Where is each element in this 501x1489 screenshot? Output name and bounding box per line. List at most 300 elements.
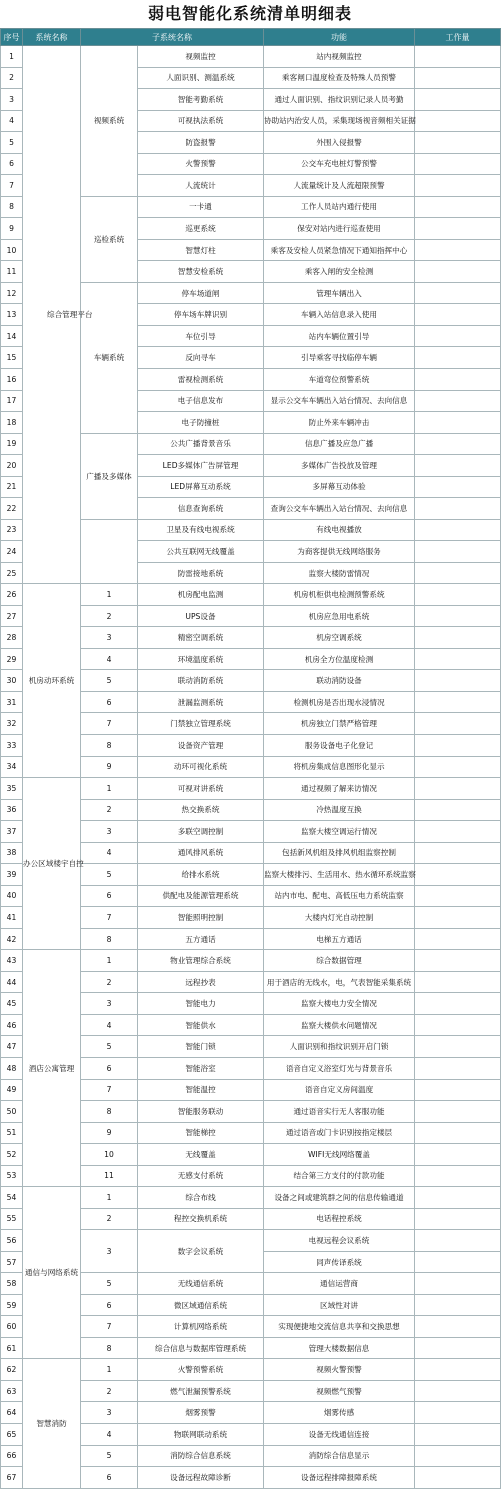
system-name-vertical: 综合管理平台 — [47, 309, 93, 319]
subsystem-cell: 泄漏监测系统 — [138, 691, 264, 713]
row-seq: 49 — [1, 1079, 23, 1101]
row-seq: 41 — [1, 907, 23, 929]
function-cell: 多媒体广告投放及管理 — [264, 455, 415, 477]
sub-index-cell: 1 — [81, 1359, 138, 1381]
workload-cell — [415, 110, 501, 132]
subsystem-cell: LED屏幕互动系统 — [138, 476, 264, 498]
workload-cell — [415, 821, 501, 843]
subsystem-cell: 给排水系统 — [138, 864, 264, 886]
header-function: 功能 — [264, 29, 415, 46]
subsystem-cell: 通风排风系统 — [138, 842, 264, 864]
sub-index-cell: 11 — [81, 1165, 138, 1187]
function-cell: 机房应急用电系统 — [264, 605, 415, 627]
row-seq: 62 — [1, 1359, 23, 1381]
sub-index-cell: 1 — [81, 778, 138, 800]
workload-cell — [415, 907, 501, 929]
subsystem-cell: 智能考勤系统 — [138, 89, 264, 111]
sub-index-cell: 3 — [81, 993, 138, 1015]
workload-cell — [415, 1316, 501, 1338]
sub-index-cell: 7 — [81, 1079, 138, 1101]
function-cell: 将机房集成信息图形化显示 — [264, 756, 415, 778]
row-seq: 25 — [1, 562, 23, 584]
workload-cell — [415, 390, 501, 412]
workload-cell — [415, 67, 501, 89]
function-cell: 监察大楼排污、生活用水、热水循环系统监察 — [264, 864, 415, 886]
function-cell: 监察大楼电力安全情况 — [264, 993, 415, 1015]
row-seq: 12 — [1, 282, 23, 304]
function-cell: 设备远程排障报障系统 — [264, 1467, 415, 1489]
function-cell: 通信运营商 — [264, 1273, 415, 1295]
subsystem-cell: 卫星及有线电视系统 — [138, 519, 264, 541]
workload-cell — [415, 282, 501, 304]
function-cell: 通过视频了解来访情况 — [264, 778, 415, 800]
row-seq: 57 — [1, 1251, 23, 1273]
subsystem-cell: 智能照明控制 — [138, 907, 264, 929]
row-seq: 2 — [1, 67, 23, 89]
function-cell: 区域性对讲 — [264, 1294, 415, 1316]
workload-cell — [415, 1101, 501, 1123]
sub-index-cell: 8 — [81, 928, 138, 950]
sub-index-cell: 3 — [81, 1230, 138, 1273]
workload-cell — [415, 132, 501, 154]
row-seq: 35 — [1, 778, 23, 800]
function-cell: 为商客提供无线网络服务 — [264, 541, 415, 563]
workload-cell — [415, 1079, 501, 1101]
workload-cell — [415, 433, 501, 455]
function-cell: 设备之间或建筑群之间的信息传输通道 — [264, 1187, 415, 1209]
workload-cell — [415, 304, 501, 326]
subsystem-cell: 门禁独立管理系统 — [138, 713, 264, 735]
subsystem-cell: 公共广播背景音乐 — [138, 433, 264, 455]
row-seq: 44 — [1, 971, 23, 993]
workload-cell — [415, 950, 501, 972]
sub-index-cell: 3 — [81, 627, 138, 649]
function-cell: 管理车辆出入 — [264, 282, 415, 304]
subsystem-cell: 防盗报警 — [138, 132, 264, 154]
function-cell: 管理大楼数据信息 — [264, 1337, 415, 1359]
table-row — [1, 778, 501, 800]
workload-cell — [415, 584, 501, 606]
table-row — [1, 46, 501, 68]
workload-cell — [415, 1424, 501, 1446]
sub-index-cell: 1 — [81, 1187, 138, 1209]
workload-cell — [415, 842, 501, 864]
table-row — [1, 950, 501, 972]
row-seq: 50 — [1, 1101, 23, 1123]
subsystem-cell: 多联空调控制 — [138, 821, 264, 843]
function-cell: 乘客闸口温度检查及特殊人员预警 — [264, 67, 415, 89]
subsystem-cell: 设备远程故障诊断 — [138, 1467, 264, 1489]
subsystem-cell: 电子信息发布 — [138, 390, 264, 412]
row-seq: 16 — [1, 368, 23, 390]
subsystem-cell: 可视执法系统 — [138, 110, 264, 132]
subgroup-name-cell: 车辆系统 — [81, 282, 138, 433]
sub-index-cell: 5 — [81, 1273, 138, 1295]
row-seq: 22 — [1, 498, 23, 520]
subgroup-name-cell — [81, 519, 138, 584]
workload-cell — [415, 196, 501, 218]
sub-index-cell: 9 — [81, 756, 138, 778]
function-cell: 包括新风机组及排风机组监察控制 — [264, 842, 415, 864]
sub-index-cell: 8 — [81, 735, 138, 757]
sub-index-cell: 6 — [81, 691, 138, 713]
subsystem-cell: 公共互联网无线覆盖 — [138, 541, 264, 563]
function-cell: 联动消防设备 — [264, 670, 415, 692]
subsystem-cell: 智能门锁 — [138, 1036, 264, 1058]
sub-index-cell: 8 — [81, 1337, 138, 1359]
subsystem-cell: 综合信息与数据库管理系统 — [138, 1337, 264, 1359]
sub-index-cell: 7 — [81, 713, 138, 735]
workload-cell — [415, 1208, 501, 1230]
sub-index-cell: 6 — [81, 1057, 138, 1079]
function-cell: 监察大楼空调运行情况 — [264, 821, 415, 843]
subsystem-cell: 智能服务联动 — [138, 1101, 264, 1123]
function-cell: 语音自定义浴室灯光与背景音乐 — [264, 1057, 415, 1079]
row-seq: 19 — [1, 433, 23, 455]
function-cell: 机房全方位温度检测 — [264, 648, 415, 670]
subsystem-cell: 精密空调系统 — [138, 627, 264, 649]
row-seq: 59 — [1, 1294, 23, 1316]
subsystem-cell: 数字会议系统 — [138, 1230, 264, 1273]
function-cell: 实现便捷地交流信息共享和交换思想 — [264, 1316, 415, 1338]
subsystem-cell: 动环可视化系统 — [138, 756, 264, 778]
subsystem-cell: 联动消防系统 — [138, 670, 264, 692]
subsystem-cell: 停车场车牌识别 — [138, 304, 264, 326]
row-seq: 23 — [1, 519, 23, 541]
workload-cell — [415, 1467, 501, 1489]
row-seq: 29 — [1, 648, 23, 670]
header-subsystem: 子系统名称 — [81, 29, 264, 46]
workload-cell — [415, 691, 501, 713]
sub-index-cell: 6 — [81, 1294, 138, 1316]
row-seq: 52 — [1, 1144, 23, 1166]
row-seq: 40 — [1, 885, 23, 907]
row-seq: 21 — [1, 476, 23, 498]
header-system: 系统名称 — [23, 29, 81, 46]
subsystem-cell: 电子防撞桩 — [138, 412, 264, 434]
header-seq: 序号 — [1, 29, 23, 46]
workload-cell — [415, 1144, 501, 1166]
workload-cell — [415, 713, 501, 735]
workload-cell — [415, 1359, 501, 1381]
workload-cell — [415, 455, 501, 477]
function-cell: 信息广播及应急广播 — [264, 433, 415, 455]
function-cell: 综合数据管理 — [264, 950, 415, 972]
row-seq: 24 — [1, 541, 23, 563]
sub-index-cell: 1 — [81, 584, 138, 606]
row-seq: 60 — [1, 1316, 23, 1338]
row-seq: 32 — [1, 713, 23, 735]
subsystem-cell: 消防综合信息系统 — [138, 1445, 264, 1467]
row-seq: 17 — [1, 390, 23, 412]
function-cell: 机房独立门禁严格管理 — [264, 713, 415, 735]
row-seq: 26 — [1, 584, 23, 606]
workload-cell — [415, 605, 501, 627]
workload-cell — [415, 153, 501, 175]
subsystem-cell: 供配电及能源管理系统 — [138, 885, 264, 907]
subsystem-cell: 热交换系统 — [138, 799, 264, 821]
subsystem-cell: 设备资产管理 — [138, 735, 264, 757]
subsystem-cell: 五方通话 — [138, 928, 264, 950]
workload-cell — [415, 46, 501, 68]
function-cell: 车辆入站信息录入使用 — [264, 304, 415, 326]
function-cell: 有线电视播放 — [264, 519, 415, 541]
row-seq: 14 — [1, 325, 23, 347]
row-seq: 10 — [1, 239, 23, 261]
subsystem-cell: 智慧灯柱 — [138, 239, 264, 261]
function-cell: 同声传译系统 — [264, 1251, 415, 1273]
sub-index-cell: 9 — [81, 1122, 138, 1144]
workload-cell — [415, 368, 501, 390]
workload-cell — [415, 347, 501, 369]
row-seq: 67 — [1, 1467, 23, 1489]
subsystem-cell: 程控交换机系统 — [138, 1208, 264, 1230]
row-seq: 37 — [1, 821, 23, 843]
workload-cell — [415, 239, 501, 261]
workload-cell — [415, 993, 501, 1015]
row-seq: 1 — [1, 46, 23, 68]
sub-index-cell: 4 — [81, 1014, 138, 1036]
row-seq: 46 — [1, 1014, 23, 1036]
table-row — [1, 1359, 501, 1381]
function-cell: 视频火警预警 — [264, 1359, 415, 1381]
row-seq: 56 — [1, 1230, 23, 1252]
header-row — [1, 29, 501, 46]
row-seq: 45 — [1, 993, 23, 1015]
function-cell: 烟雾传感 — [264, 1402, 415, 1424]
workload-cell — [415, 648, 501, 670]
row-seq: 3 — [1, 89, 23, 111]
function-cell: 冷热温度互换 — [264, 799, 415, 821]
workload-cell — [415, 1402, 501, 1424]
function-cell: 引导乘客寻找临停车辆 — [264, 347, 415, 369]
function-cell: 查询公交车车辆出入站台情况、去向信息 — [264, 498, 415, 520]
function-cell: 用于酒店的无线水，电，气表智能采集系统 — [264, 971, 415, 993]
sheet-title: 弱电智能化系统清单明细表 — [147, 4, 352, 23]
sub-index-cell: 3 — [81, 821, 138, 843]
subsystem-cell: 智能浴室 — [138, 1057, 264, 1079]
workload-cell — [415, 778, 501, 800]
subsystem-cell: 物联网联动系统 — [138, 1424, 264, 1446]
workload-cell — [415, 971, 501, 993]
subsystem-cell: 无线覆盖 — [138, 1144, 264, 1166]
row-seq: 6 — [1, 153, 23, 175]
sub-index-cell: 6 — [81, 885, 138, 907]
header-workload: 工作量 — [415, 29, 501, 46]
row-seq: 8 — [1, 196, 23, 218]
sub-index-cell: 4 — [81, 842, 138, 864]
workload-cell — [415, 175, 501, 197]
row-seq: 15 — [1, 347, 23, 369]
workload-cell — [415, 1445, 501, 1467]
row-seq: 42 — [1, 928, 23, 950]
function-cell: 显示公交车车辆出入站台情况、去向信息 — [264, 390, 415, 412]
sub-index-cell: 10 — [81, 1144, 138, 1166]
row-seq: 20 — [1, 455, 23, 477]
subsystem-cell: 信息查询系统 — [138, 498, 264, 520]
row-seq: 61 — [1, 1337, 23, 1359]
subgroup-name-cell: 视频系统 — [81, 46, 138, 197]
subsystem-cell: 智能电力 — [138, 993, 264, 1015]
workload-cell — [415, 325, 501, 347]
subsystem-cell: 智慧安检系统 — [138, 261, 264, 283]
row-seq: 64 — [1, 1402, 23, 1424]
system-name-cell: 智慧消防 — [23, 1359, 81, 1488]
workload-cell — [415, 799, 501, 821]
subsystem-cell: 环境温度系统 — [138, 648, 264, 670]
function-cell: WIFI无线网络覆盖 — [264, 1144, 415, 1166]
system-list-table — [0, 28, 501, 1489]
sub-index-cell: 6 — [81, 1467, 138, 1489]
function-cell: 通过语音或门卡识别按指定楼层 — [264, 1122, 415, 1144]
workload-cell — [415, 1057, 501, 1079]
row-seq: 9 — [1, 218, 23, 240]
function-cell: 站内视频监控 — [264, 46, 415, 68]
sub-index-cell: 5 — [81, 670, 138, 692]
workload-cell — [415, 1380, 501, 1402]
sub-index-cell: 2 — [81, 1208, 138, 1230]
function-cell: 工作人员站内通行使用 — [264, 196, 415, 218]
workload-cell — [415, 735, 501, 757]
subsystem-cell: 智能供水 — [138, 1014, 264, 1036]
workload-cell — [415, 1251, 501, 1273]
function-cell: 人面识别和指纹识别开启门锁 — [264, 1036, 415, 1058]
function-cell: 设备无线通信连接 — [264, 1424, 415, 1446]
workload-cell — [415, 562, 501, 584]
row-seq: 39 — [1, 864, 23, 886]
workload-cell — [415, 1036, 501, 1058]
row-seq: 36 — [1, 799, 23, 821]
subsystem-cell: 机房配电监测 — [138, 584, 264, 606]
workload-cell — [415, 864, 501, 886]
workload-cell — [415, 476, 501, 498]
row-seq: 4 — [1, 110, 23, 132]
function-cell: 监察大楼防雷情况 — [264, 562, 415, 584]
workload-cell — [415, 89, 501, 111]
workload-cell — [415, 519, 501, 541]
row-seq: 27 — [1, 605, 23, 627]
workload-cell — [415, 1337, 501, 1359]
subsystem-cell: 智能梯控 — [138, 1122, 264, 1144]
subsystem-cell: 火警预警系统 — [138, 1359, 264, 1381]
function-cell: 机房空调系统 — [264, 627, 415, 649]
subsystem-cell: 可视对讲系统 — [138, 778, 264, 800]
subsystem-cell: 防雷接地系统 — [138, 562, 264, 584]
workload-cell — [415, 1014, 501, 1036]
row-seq: 58 — [1, 1273, 23, 1295]
function-cell: 多屏幕互动体验 — [264, 476, 415, 498]
subsystem-cell: 物业管理综合系统 — [138, 950, 264, 972]
workload-cell — [415, 412, 501, 434]
subsystem-cell: 计算机网络系统 — [138, 1316, 264, 1338]
workload-cell — [415, 218, 501, 240]
subsystem-cell: 无感支付系统 — [138, 1165, 264, 1187]
function-cell: 消防综合信息显示 — [264, 1445, 415, 1467]
system-name-cell: 机房动环系统 — [23, 584, 81, 778]
function-cell: 检测机房是否出现水浸情况 — [264, 691, 415, 713]
function-cell: 服务设备电子化登记 — [264, 735, 415, 757]
subgroup-name-cell: 巡检系统 — [81, 196, 138, 282]
workload-cell — [415, 627, 501, 649]
table-body — [1, 46, 501, 1489]
row-seq: 53 — [1, 1165, 23, 1187]
function-cell: 人流量统计及人流超限预警 — [264, 175, 415, 197]
system-name-cell: 办公区域楼宇自控 — [23, 778, 81, 950]
function-cell: 监察大楼供水问题情况 — [264, 1014, 415, 1036]
subsystem-cell: 烟雾预警 — [138, 1402, 264, 1424]
subsystem-cell: 人流统计 — [138, 175, 264, 197]
system-name-cell: 酒店公寓管理 — [23, 950, 81, 1187]
subsystem-cell: 巡更系统 — [138, 218, 264, 240]
function-cell: 站内市电、配电、高低压电力系统监察 — [264, 885, 415, 907]
sub-index-cell: 8 — [81, 1101, 138, 1123]
subsystem-cell: 综合布线 — [138, 1187, 264, 1209]
subsystem-cell: 微区域通信系统 — [138, 1294, 264, 1316]
row-seq: 48 — [1, 1057, 23, 1079]
workload-cell — [415, 1294, 501, 1316]
workload-cell — [415, 1165, 501, 1187]
function-cell: 视频燃气预警 — [264, 1380, 415, 1402]
workload-cell — [415, 261, 501, 283]
workload-cell — [415, 1187, 501, 1209]
workload-cell — [415, 928, 501, 950]
function-cell: 通过语音实行无人客服功能 — [264, 1101, 415, 1123]
function-cell: 语音自定义房间温度 — [264, 1079, 415, 1101]
sub-index-cell: 5 — [81, 864, 138, 886]
sub-index-cell: 7 — [81, 907, 138, 929]
function-cell: 公交车充电桩灯警预警 — [264, 153, 415, 175]
sub-index-cell: 2 — [81, 605, 138, 627]
workload-cell — [415, 1230, 501, 1252]
function-cell: 车道弯位预警系统 — [264, 368, 415, 390]
function-cell: 保安对站内进行巡查使用 — [264, 218, 415, 240]
subsystem-cell: 火警预警 — [138, 153, 264, 175]
workload-cell — [415, 541, 501, 563]
row-seq: 18 — [1, 412, 23, 434]
row-seq: 34 — [1, 756, 23, 778]
row-seq: 54 — [1, 1187, 23, 1209]
subsystem-cell: 一卡通 — [138, 196, 264, 218]
row-seq: 7 — [1, 175, 23, 197]
sub-index-cell: 4 — [81, 1424, 138, 1446]
sub-index-cell: 2 — [81, 971, 138, 993]
subsystem-cell: 无线通信系统 — [138, 1273, 264, 1295]
subgroup-name-cell: 广播及多媒体 — [81, 433, 138, 519]
function-cell: 大楼内灯光自动控制 — [264, 907, 415, 929]
workload-cell — [415, 498, 501, 520]
subsystem-cell: UPS设备 — [138, 605, 264, 627]
sub-index-cell: 2 — [81, 799, 138, 821]
workload-cell — [415, 1273, 501, 1295]
row-seq: 51 — [1, 1122, 23, 1144]
subsystem-cell: 车位引导 — [138, 325, 264, 347]
row-seq: 5 — [1, 132, 23, 154]
row-seq: 30 — [1, 670, 23, 692]
workload-cell — [415, 756, 501, 778]
row-seq: 13 — [1, 304, 23, 326]
workload-cell — [415, 1122, 501, 1144]
row-seq: 65 — [1, 1424, 23, 1446]
table-row — [1, 1187, 501, 1209]
row-seq: 55 — [1, 1208, 23, 1230]
row-seq: 38 — [1, 842, 23, 864]
subsystem-cell: 反向寻车 — [138, 347, 264, 369]
sub-index-cell: 7 — [81, 1316, 138, 1338]
function-cell: 外围入侵报警 — [264, 132, 415, 154]
function-cell: 防止外来车辆冲击 — [264, 412, 415, 434]
subsystem-cell: 停车场道闸 — [138, 282, 264, 304]
function-cell: 乘客及安检人员紧急情况下通知指挥中心 — [264, 239, 415, 261]
